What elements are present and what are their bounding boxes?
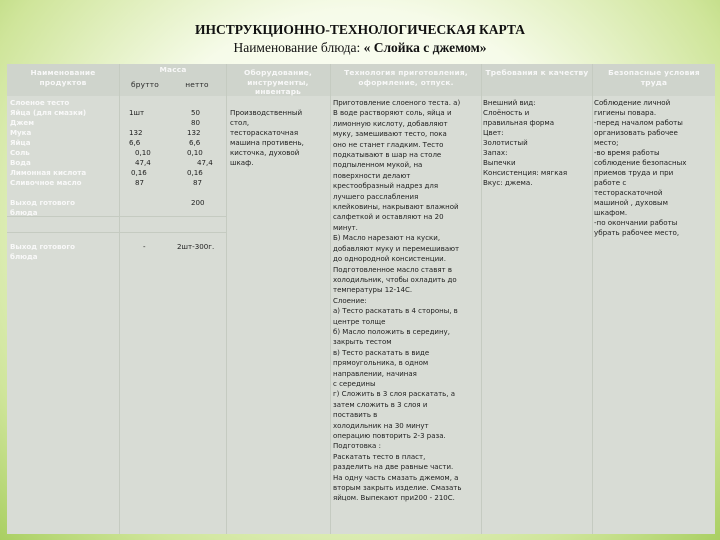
brutto-value: 6,6 <box>129 138 141 147</box>
product-name: Лимонная кислота <box>10 168 87 177</box>
technology-text: Приготовление слоеного теста. а) В воде растворяют соль, яйца и лимонную кислоту, добавляют муку, замешивают тесто, пока оно не станет гладким. Тесто подкатывают в шар на столе подпыленном мукой, на поверхности делают крестообразный надрез для лучшего расслабления клейковины, накрывают влажной салфеткой и оставляют на 20 минут. Б) Масло нарезают на куски, добавляют муку и перемешивают до однородной консистенции. Подготовленное масло ставят в холодильник, чтобы охладить до температуры 12-14С. Слоение: а) Тесто раскатать в 4 стороны, в центре толще б) Масло положить в середину, закрыть тестом в) Тесто раскатать в виде прямоугольника, в одном направлении, начиная с середины г) Сложить в 3 слоя раскатать, а затем сложить в 3 слоя и поставить в холодильник на 30 минут операцию повторить 2-3 раза. Подготовка : Раскатать тесто в пласт, разделить на две равные части. На одну часть смазать джемом, а вторым закрыть изделие. Смазать яйцом. Выпекают при200 - 210С. <box>333 99 462 503</box>
netto-value: 200 <box>191 198 205 207</box>
dish-name-line <box>0 40 720 56</box>
product-name: Сливочное масло <box>10 178 82 187</box>
safety-text: Соблюдение личной гигиены повара. -перед началом работы организовать рабочее место; -во время работы соблюдение безопасных приемов труда и при работе с тестораскаточной машиной , духовым шкафом. -по окончании работы убрать рабочее место, <box>594 98 687 237</box>
quality-text: Внешний вид: Слоёность и правильная форма Цвет: Золотистый Запах: Выпечки Консистенция: мягкая Вкус: джема. <box>483 98 568 187</box>
row-divider <box>7 232 226 233</box>
output-netto: 2шт-300г. <box>177 242 215 251</box>
product-name: Мука <box>10 128 32 137</box>
netto-value: 132 <box>187 128 201 137</box>
output-brutto: - <box>143 242 146 251</box>
header-equipment: Оборудование, инструменты, инвентарь <box>243 68 313 96</box>
netto-value: 80 <box>191 118 201 127</box>
brutto-value: 87 <box>135 178 145 187</box>
brutto-value: 1шт <box>129 108 145 117</box>
product-name: Джем <box>10 118 34 127</box>
netto-value: 6,6 <box>189 138 201 147</box>
netto-value: 47,4 <box>197 158 213 167</box>
netto-value: 50 <box>191 108 201 117</box>
col-divider <box>592 64 593 534</box>
product-name: Яйца <box>10 138 31 147</box>
output-name: Выход готового блюда <box>10 242 75 261</box>
col-divider <box>330 64 331 534</box>
header-netto: нетто <box>185 80 209 89</box>
product-name: Вода <box>10 158 31 167</box>
header-technology: Технология приготовления, оформление, отпуск. <box>344 68 468 87</box>
dish-name: « Слойка с джемом» <box>363 40 487 55</box>
netto-value: 0,10 <box>187 148 203 157</box>
col-divider <box>226 64 227 534</box>
header-brutto: брутто <box>131 80 159 89</box>
netto-value: 87 <box>193 178 203 187</box>
dish-name-label: Наименование блюда: <box>233 40 364 55</box>
brutto-value: 132 <box>129 128 143 137</box>
product-name: Слоеное тесто <box>10 98 70 107</box>
product-name: Соль <box>10 148 30 157</box>
header-safety: Безопасные условия труда <box>608 68 700 87</box>
header-quality: Требования к качеству <box>485 68 589 77</box>
netto-value: 0,16 <box>187 168 203 177</box>
brutto-value: 0,16 <box>131 168 147 177</box>
brutto-value: 47,4 <box>135 158 151 167</box>
header-mass: Масса <box>159 65 187 74</box>
equipment-text: Производственный стол, тестораскаточная машина противень, кисточка, духовой шкаф. <box>230 108 304 167</box>
col-divider <box>119 64 120 534</box>
product-name: Яйца (для смазки) <box>10 108 87 117</box>
brutto-value: 0,10 <box>135 148 151 157</box>
header-product-name: Наименование продуктов <box>30 68 96 87</box>
tech-card-table <box>7 64 715 534</box>
card-title: ИНСТРУКЦИОННО-ТЕХНОЛОГИЧЕСКАЯ КАРТА <box>195 22 525 37</box>
product-name: Выход готового блюда <box>10 198 75 217</box>
